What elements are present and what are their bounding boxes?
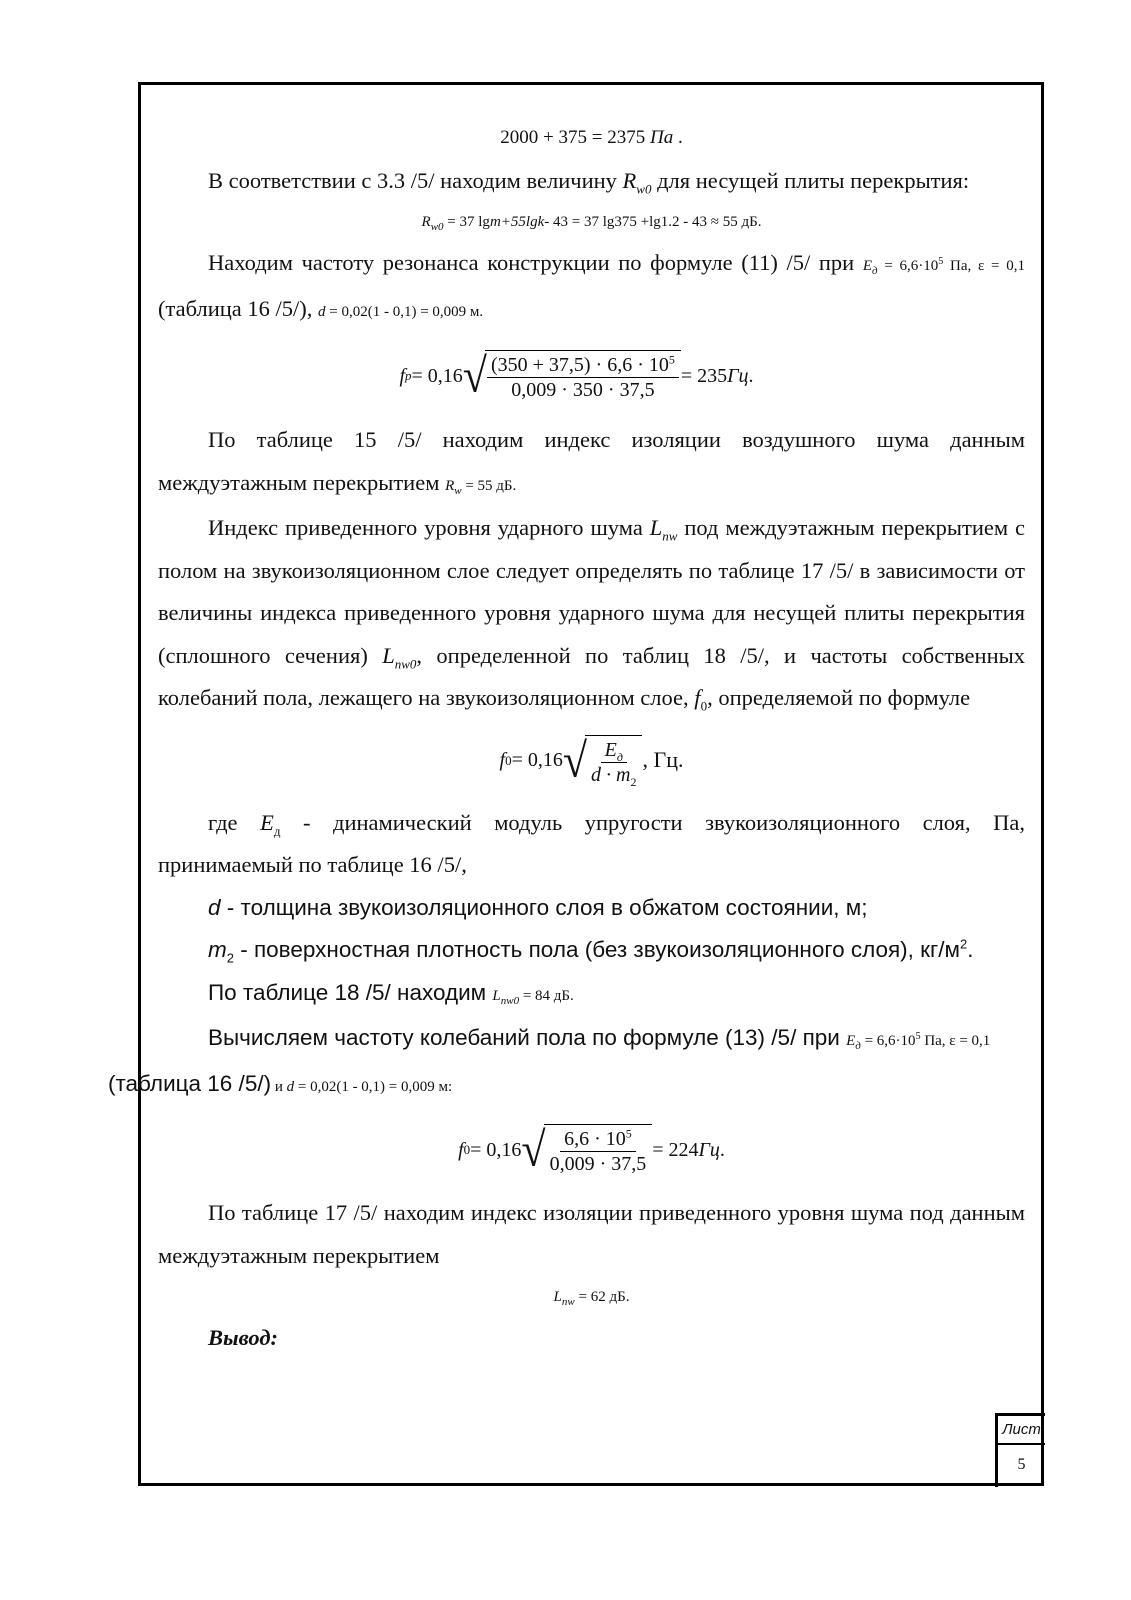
equation-sum: 2000 + 375 = 2375 Па . (500, 127, 683, 148)
paragraph-rw: По таблице 15 /5/ находим индекс изоляции воздушного шума данным междуэтажным перекрытием $R_w = 55$ дБ. (158, 427, 1025, 497)
definition-m2: $m_2$ - поверхностная плотность пола (без звукоизоляционного слоя), $кг/м^2$. (208, 936, 974, 966)
definition-d: d - толщина звукоизоляционного слоя в обжатом состоянии, м; (208, 894, 868, 920)
paragraph-resonance: Находим частоту резонанса конструкции по формуле (11) /5/ при $E_д = 6,6\cdot 10^5$ Па, ε = 0,1 (таблица 16 /5/), d = 0,02(1 - 0,1) = 0,009 м. (158, 250, 1026, 321)
sheet-label: Лист (998, 1416, 1045, 1445)
paragraph-ed-def: где $E_д$ - динамический модуль упругости звукоизоляционного слоя, Па, принимаемый по таблице 16 /5/, (158, 809, 1025, 877)
paragraph-floor-frequency: Вычисляем частоту колебаний пола по формуле (13) /5/ при $E_д = 6,6\cdot 10^5$ Па, ε = 0,1 (таблица 16 /5/) и d = 0,02(1 - 0,1) = 0,009 м: (108, 1025, 991, 1096)
equation-lnw: $L_{nw} = 62$ дБ. (553, 1289, 630, 1308)
equation-f0-value: f 0 = 0,16 √ $\frac{6,6 \cdot 10^5}{0,009 \cdot 37,5}$ = 224 Гц . (458, 1122, 725, 1177)
document-body (108, 115, 1026, 1360)
paragraph-lnw-index: Индекс приведенного уровня ударного шума $L_{nw}$ под междуэтажным перекрытием с полом на звукоизоляционном слое следует определять по таблице 17 /5/ в зависимости от величины индекса приведенного уровня ударного шума для несущей плиты перекрытия (сплошного сечения) $L_{nw0}$, определенной по таблиц 18 /5/, и частоты собственных колебаний пола, лежащего на звукоизоляционном слое, $f_0$, определяемой по формуле (158, 515, 1026, 714)
sheet-stamp (995, 1413, 1045, 1487)
equation-f0-general: f 0 = 0,16 √ $\frac{E_д}{d \cdot m_2}$ , Гц. (499, 733, 684, 789)
equation-rw0: $R_{w0} = 37$ lgm+55lgk- 43 = 37 lg375 +lg1.2 - 43 ≈ 55 дБ. (421, 214, 762, 233)
conclusion-heading: Вывод: (208, 1325, 278, 1350)
paragraph-rw0-intro: В соответствии с 3.3 /5/ находим величину $R_{w0}$ для несущей плиты перекрытия: (208, 167, 970, 196)
equation-fp: f p = 0,16 √ $\frac{(350 + 37,5) \cdot 6,6 \cdot 10^5}{0,009 \cdot 350 \cdot 37,5}$ = 235 Гц . (399, 348, 754, 403)
paragraph-lnw0: По таблице 18 /5/ находим $L_{nw0} = 84$ дБ. (208, 979, 574, 1007)
sheet-number: 5 (1017, 1456, 1026, 1473)
paragraph-lnw-result: По таблице 17 /5/ находим индекс изоляции приведенного уровня шума под данным междуэтажным перекрытием (158, 1200, 1025, 1268)
